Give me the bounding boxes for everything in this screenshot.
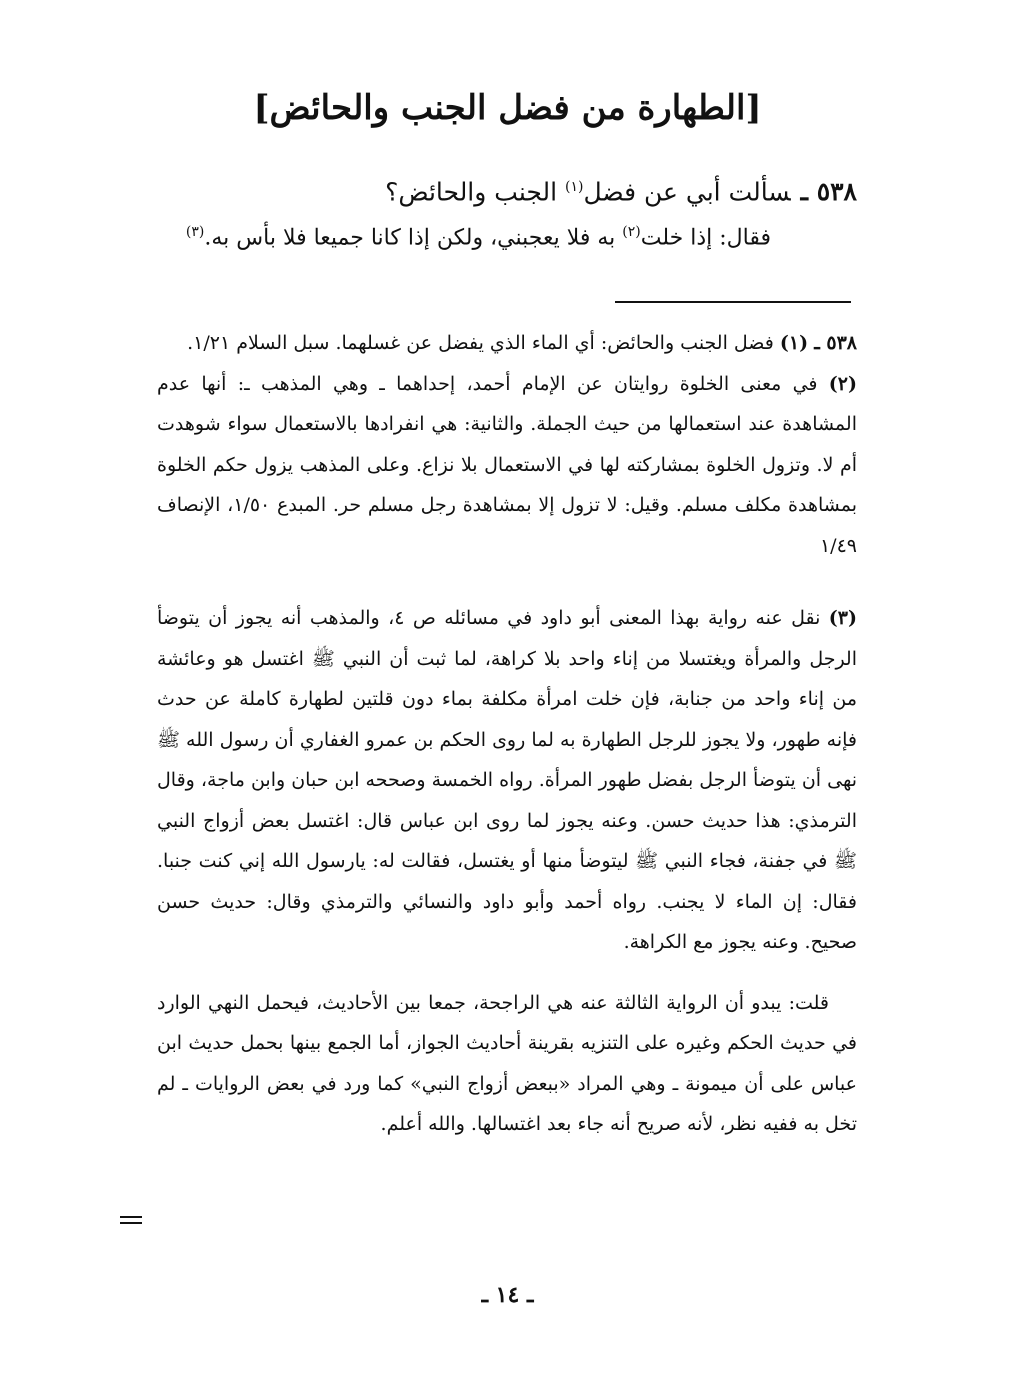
footnote-2-number: (٢) (828, 372, 857, 395)
question-text-2: الجنب والحائض؟ (385, 177, 566, 207)
section-heading: [الطهارة من فضل الجنب والحائض] (253, 88, 762, 128)
footnote-2 (157, 364, 857, 567)
footnote-3 (157, 598, 857, 963)
footnote-separator (615, 301, 851, 303)
footnotes-section (157, 323, 857, 1145)
footnote-1-text: فضل الجنب والحائض: أي الماء الذي يفضل عن غسلهما. سبل السلام ١/٢١. (187, 332, 774, 354)
footnote-ref-2: (٢) (622, 224, 641, 241)
question-text-1: سألت أبي عن فضل (583, 177, 791, 207)
footnote-ref-1: (١) (565, 179, 584, 195)
spacer (157, 566, 857, 598)
answer-text-1: فقال: إذا خلت (640, 225, 771, 251)
end-mark (120, 1216, 142, 1228)
question-block (137, 167, 857, 259)
author-remark-text: قلت: يبدو أن الرواية الثالثة عنه هي الراجحة، جمعا بين الأحاديث، فيحمل النهي الوارد في حديث الحكم وغيره على التنزيه بقرينة أحاديث الجواز، أما الجمع بينها بحمل حديث ابن عباس على أن ميمونة ـ وهي المراد «ببعض أزواج النبي» كما ورد في بعض الروايات ـ لم تخل به ففيه نظر، لأنه صريح أنه جاء بعد اغتسالها. والله أعلم. (157, 991, 857, 1135)
answer-text-2: به فلا يعجبني، ولكن إذا كانا جميعا فلا بأس به. (204, 225, 623, 251)
footnote-1 (157, 323, 857, 364)
footnote-1-number: (١) (779, 332, 809, 354)
answer-line (137, 212, 857, 258)
footnote-3-number: (٣) (828, 607, 857, 629)
spacer (157, 963, 857, 983)
footnotes-entry-number: ٥٣٨ ـ (814, 332, 857, 354)
footnote-3-text: نقل عنه رواية بهذا المعنى أبو داود في مسائله ص ٤، والمذهب أنه يجوز أن يتوضأ الرجل والمرأة ويغتسلا من إناء واحد بلا كراهة، لما ثبت أن النبي ﷺ اغتسل هو وعائشة من إناء واحد من جنابة، فإن خلت امرأة مكلفة بماء دون قلتين لطهارة كاملة عن حدث فإنه طهور، ولا يجوز للرجل الطهارة به لما روى الحكم بن عمرو الغفاري أن رسول الله ﷺ نهى أن يتوضأ الرجل بفضل طهور المرأة. رواه الخمسة وصححه ابن حبان وابن ماجة، وقال الترمذي: هذا حديث حسن. وعنه يجوز لما روى ابن عباس قال: اغتسل بعض أزواج النبي ﷺ في جفنة، فجاء النبي ﷺ ليتوضأ منها أو يغتسل، فقالت له: يارسول الله إني كنت جنبا. فقال: إن الماء لا يجنب. رواه أحمد وأبو داود والنسائي والترمذي وقال: حديث حسن صحيح. وعنه يجوز مع الكراهة. (157, 607, 857, 953)
footnote-ref-3: (٣) (185, 224, 205, 241)
page-number: ـ ١٤ ـ (481, 1282, 534, 1308)
question-line (137, 167, 857, 212)
footnote-2-text: في معنى الخلوة روايتان عن الإمام أحمد، إحداهما ـ وهي المذهب ـ: أنها عدم المشاهدة عند استعمالها من حيث الجملة. والثانية: هي انفرادها بالاستعمال سواء شوهدت أم لا. وتزول الخلوة بمشاركته لها في الاستعمال بلا نزاع. وعلى المذهب يزول حكم الخلوة بمشاهدة مكلف مسلم. وقيل: لا تزول إلا بمشاهدة رجل مسلم حر. المبدع ١/٥٠، الإنصاف ١/٤٩ (157, 372, 858, 557)
author-remark (157, 983, 857, 1145)
question-number: ٥٣٨ ـ (800, 177, 857, 207)
